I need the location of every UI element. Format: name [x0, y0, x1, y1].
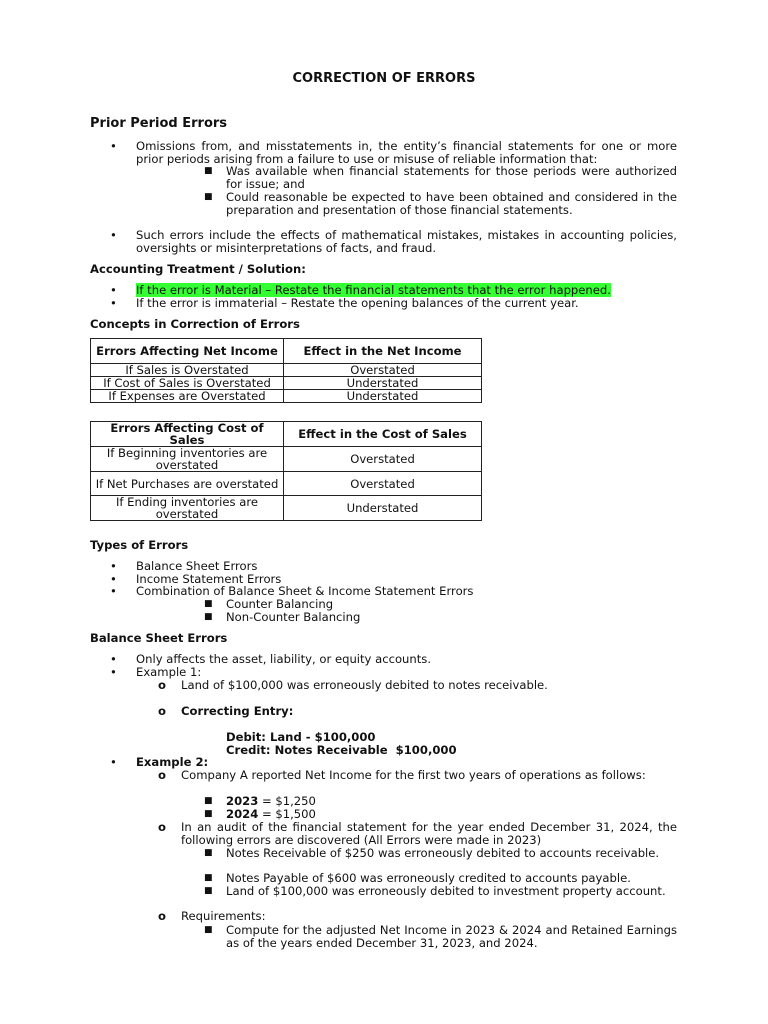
table-cell: Understated [284, 377, 482, 390]
bullet-circle: o [158, 704, 166, 718]
table-header: Effect in the Net Income [284, 339, 482, 364]
bullet-square: ■ [204, 192, 213, 202]
types-heading: Types of Errors [90, 538, 189, 552]
treatment-heading: Accounting Treatment / Solution: [90, 262, 306, 276]
bullet-square: ■ [204, 925, 213, 935]
bullet-square: ■ [204, 848, 213, 858]
correcting-entry-label: Correcting Entry: [181, 704, 294, 718]
table-header: Effect in the Cost of Sales [284, 422, 482, 447]
bullet-dot: • [110, 665, 117, 679]
list-item: In an audit of the financial statement for the year ended December 31, 2024, the following errors are discovered (All Errors were made in 2023) [181, 820, 677, 847]
bullet-circle: o [158, 768, 166, 782]
prior-period-heading: Prior Period Errors [90, 116, 228, 131]
bullet-dot: • [110, 755, 117, 769]
year-label: 2024 [226, 807, 259, 821]
bullet-dot: • [110, 139, 117, 153]
document-title: CORRECTION OF ERRORS [292, 71, 476, 86]
bullet-circle: o [158, 678, 166, 692]
table-cell: If Ending inventories are overstated [91, 496, 284, 521]
table-cell: If Net Purchases are overstated [91, 472, 284, 496]
cost-of-sales-table [90, 421, 482, 521]
highlighted-text: If the error is Material – Restate the financial statements that the error happened. [136, 283, 611, 297]
bullet-square: ■ [204, 886, 213, 896]
table-header: Errors Affecting Net Income [91, 339, 284, 364]
list-item: Notes Payable of $600 was erroneously credited to accounts payable. [226, 871, 631, 885]
bullet-dot: • [110, 283, 117, 297]
table-cell: Overstated [284, 472, 482, 496]
table-cell: If Expenses are Overstated [91, 390, 284, 403]
list-item: Notes Receivable of $250 was erroneously debited to accounts receivable. [226, 846, 660, 860]
bullet-circle: o [158, 909, 166, 923]
bullet-dot: • [110, 228, 117, 242]
list-item: Balance Sheet Errors [136, 559, 258, 573]
list-item: Compute for the adjusted Net Income in 2023 & 2024 and Retained Earnings as of the years ended December 31, 2023, and 2024. [226, 923, 677, 950]
bullet-square: ■ [204, 166, 213, 176]
year-label: 2023 [226, 794, 259, 808]
prior-definition: Omissions from, and misstatements in, the entity’s financial statements for one or more prior periods arising from a failure to use or misuse of reliable information that: [136, 139, 677, 166]
debit-entry: Debit: Land - $100,000 [226, 730, 376, 744]
bullet-dot: • [110, 572, 117, 586]
list-item: Land of $100,000 was erroneously debited to investment property account. [226, 884, 666, 898]
list-item: Counter Balancing [226, 597, 334, 611]
table-cell: If Beginning inventories are overstated [91, 447, 284, 472]
table-header: Errors Affecting Cost of Sales [91, 422, 284, 447]
list-item: Company A reported Net Income for the first two years of operations as follows: [181, 768, 646, 782]
bullet-dot: • [110, 296, 117, 310]
example-1-label: Example 1: [136, 665, 202, 679]
bullet-circle: o [158, 820, 166, 834]
table-cell: Understated [284, 390, 482, 403]
bullet-square: ■ [204, 612, 213, 622]
bse-heading: Balance Sheet Errors [90, 631, 228, 645]
list-item: Income Statement Errors [136, 572, 282, 586]
prior-errors-include: Such errors include the effects of mathematical mistakes, mistakes in accounting policies, oversights or misinterpretations of facts, and fraud. [136, 228, 677, 255]
list-item: Only affects the asset, liability, or equity accounts. [136, 652, 432, 666]
table-cell: Overstated [284, 364, 482, 377]
net-income-table [90, 338, 482, 403]
list-item: Land of $100,000 was erroneously debited to notes receivable. [181, 678, 548, 692]
prior-sub-1: Was available when financial statements for those periods were authorized for issue; and [226, 164, 677, 191]
treatment-immaterial: If the error is immaterial – Restate the opening balances of the current year. [136, 296, 579, 310]
list-item: Non-Counter Balancing [226, 610, 361, 624]
prior-sub-2: Could reasonable be expected to have been obtained and considered in the preparation and presentation of those financial statements. [226, 190, 677, 217]
concepts-heading: Concepts in Correction of Errors [90, 317, 300, 331]
example-2-label: Example 2: [136, 755, 209, 769]
bullet-square: ■ [204, 796, 213, 806]
table-cell: If Cost of Sales is Overstated [91, 377, 284, 390]
table-cell: Understated [284, 496, 482, 521]
bullet-square: ■ [204, 873, 213, 883]
table-cell: Overstated [284, 447, 482, 472]
bullet-dot: • [110, 559, 117, 573]
year-value: = $1,250 [258, 794, 316, 808]
requirements-label: Requirements: [181, 909, 266, 923]
year-value: = $1,500 [258, 807, 316, 821]
bullet-dot: • [110, 652, 117, 666]
credit-entry: Credit: Notes Receivable $100,000 [226, 743, 457, 757]
bullet-square: ■ [204, 809, 213, 819]
bullet-dot: • [110, 584, 117, 598]
table-cell: If Sales is Overstated [91, 364, 284, 377]
bullet-square: ■ [204, 599, 213, 609]
list-item: Combination of Balance Sheet & Income Statement Errors [136, 584, 474, 598]
